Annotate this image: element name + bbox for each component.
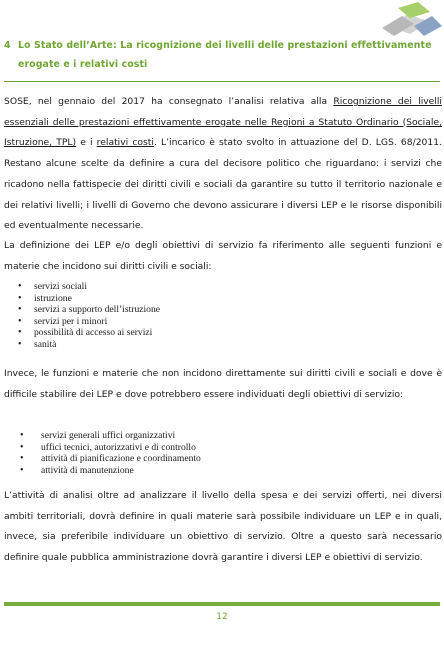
list-item: • servizi generali uffici organizzativi	[4, 430, 434, 442]
link-relativi-costi[interactable]: relativi costi	[96, 137, 154, 149]
paragraph-intro-text-1: SOSE, nel gennaio del 2017 ha consegnato l’analisi relativa alla	[4, 96, 334, 107]
section-number: 4	[4, 40, 11, 51]
list-item: • attività di manutenzione	[4, 465, 434, 477]
page-number: 12	[216, 612, 228, 622]
list-civil-social-functions	[4, 281, 434, 351]
footer-divider	[4, 602, 440, 606]
heading-divider	[4, 81, 440, 82]
paragraph-lep-definition: La definizione dei LEP e/o degli obiettivi di servizio fa riferimento alle seguenti funzioni e materie che incidono sui diritti civili e sociali:	[4, 240, 442, 272]
list-item: • possibilità di accesso ai servizi	[4, 327, 434, 339]
paragraph-intro-text-2: e i	[76, 137, 97, 149]
paragraph-other-functions: Invece, le funzioni e materie che non incidono direttamente sui diritti civili e sociali e dove è difficile stabilire dei LEP e dove potrebbero essere individuati degli obiettivi di servizio:	[4, 368, 442, 400]
list-item: • servizi sociali	[4, 281, 434, 293]
list-item: • servizi per i minori	[4, 316, 434, 328]
list-item: • sanità	[4, 339, 434, 351]
list-item: • uffici tecnici, autorizzativi e di controllo	[4, 442, 434, 454]
paragraph-intro	[4, 92, 442, 237]
paragraph-intro-text-3: . L’incarico è stato svolto in attuazione del D. LGS. 68/2011. Restano alcune scelte da definire a cura del decisore politico che riguardano: i servizi che ricadono nella fattispecie dei diritti civili e sociali da garantire su tutto il territorio nazionale e dei relativi livelli; i livelli di Governo che devono assicurare i diversi LEP e le risorse disponibili ed eventualmente necessarie.	[4, 137, 443, 232]
section-title-line2: erogate e i relativi costi	[18, 59, 148, 70]
list-item: • istruzione	[4, 293, 434, 305]
list-item: • servizi a supporto dell’istruzione	[4, 304, 434, 316]
list-item: • attività di pianificazione e coordinamento	[4, 453, 434, 465]
section-heading	[4, 38, 440, 73]
section-title-line1: Lo Stato dell’Arte: La ricognizione dei livelli delle prestazioni effettivamente	[18, 40, 432, 51]
link-ricognizione[interactable]: Ricognizione dei livelli essenziali delle prestazioni effettivamente erogate nelle Regioni a Statuto Ordinario (Sociale, Istruzione, TPL)	[4, 96, 442, 149]
paragraph-analysis: L’attività di analisi oltre ad analizzare il livello della spesa e dei servizi offerti, nei diversi ambiti territoriali, dovrà definire in quali materie sarà possibile individuare un LEP e in quali, invece, sia preferibile individuare un obiettivo di servizio. Oltre a questo sarà necessario definire quale pubblica amministrazione dovrà garantire i diversi LEP e obiettivi di servizio.	[4, 490, 442, 564]
list-service-objectives	[4, 430, 434, 476]
corner-logo-icon	[380, 0, 444, 40]
